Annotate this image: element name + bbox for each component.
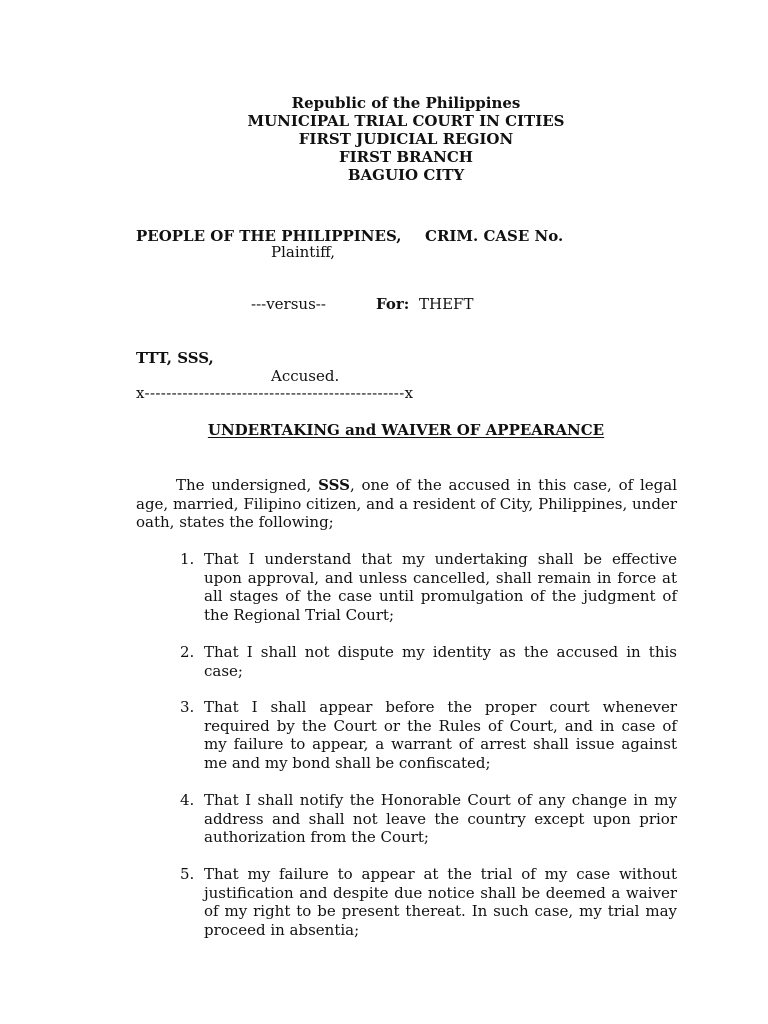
accused-name: TTT, SSS, bbox=[136, 349, 214, 367]
list-item-number: 4. bbox=[180, 791, 195, 809]
caption-divider: x------------------------------------------------x bbox=[136, 384, 414, 402]
list-item-number: 2. bbox=[180, 643, 195, 661]
case-number-label: CRIM. CASE No. bbox=[425, 227, 564, 245]
document-title bbox=[0, 421, 768, 439]
list-item-text: That I understand that my undertaking shall be effective upon approval, and unless cancelled, shall remain in force at all stages of the case until promulgation of the judgment of the Regional Trial Court; bbox=[204, 550, 677, 624]
list-item-number: 1. bbox=[180, 550, 195, 568]
list-item-text: That I shall appear before the proper court whenever required by the Court or the Rules of Court, and in case of my failure to appear, a warrant of arrest shall issue against me and my bond shall be confiscated; bbox=[204, 698, 677, 772]
for-value: THEFT bbox=[419, 295, 474, 313]
court-header bbox=[0, 94, 768, 184]
for-label: For: bbox=[376, 295, 410, 313]
plaintiff-name: PEOPLE OF THE PHILIPPINES, bbox=[136, 227, 402, 245]
header-region: FIRST JUDICIAL REGION bbox=[298, 130, 514, 148]
intro-paragraph bbox=[136, 476, 677, 532]
intro-prefix: The undersigned, bbox=[176, 476, 319, 494]
accused-role: Accused. bbox=[271, 367, 340, 385]
list-item-text: That my failure to appear at the trial of my case without justification and despite due notice shall be deemed a waiver of my right to be present thereat. In such case, my trial may proceed in absentia; bbox=[204, 865, 677, 939]
list-item-number: 5. bbox=[180, 865, 195, 883]
list-item-number: 3. bbox=[180, 698, 195, 716]
list-item-text: That I shall notify the Honorable Court of any change in my address and shall not leave the country except upon prior authorization from the Court; bbox=[204, 791, 677, 847]
header-branch: FIRST BRANCH bbox=[339, 148, 473, 166]
header-city: BAGUIO CITY bbox=[347, 166, 465, 184]
intro-name: SSS bbox=[318, 476, 350, 494]
plaintiff-role: Plaintiff, bbox=[271, 243, 336, 261]
versus-text: ---versus-- bbox=[251, 295, 326, 313]
header-court: MUNICIPAL TRIAL COURT IN CITIES bbox=[247, 112, 565, 130]
intro-suffix: , one of the accused in this case, of legal age, married, Filipino citizen, and a resident of City, Philippines, under oath, states the following; bbox=[136, 476, 677, 532]
header-republic: Republic of the Philippines bbox=[291, 94, 521, 112]
list-item-text: That I shall not dispute my identity as the accused in this case; bbox=[204, 643, 677, 680]
document-title-text: UNDERTAKING and WAIVER OF APPEARANCE bbox=[207, 421, 605, 439]
